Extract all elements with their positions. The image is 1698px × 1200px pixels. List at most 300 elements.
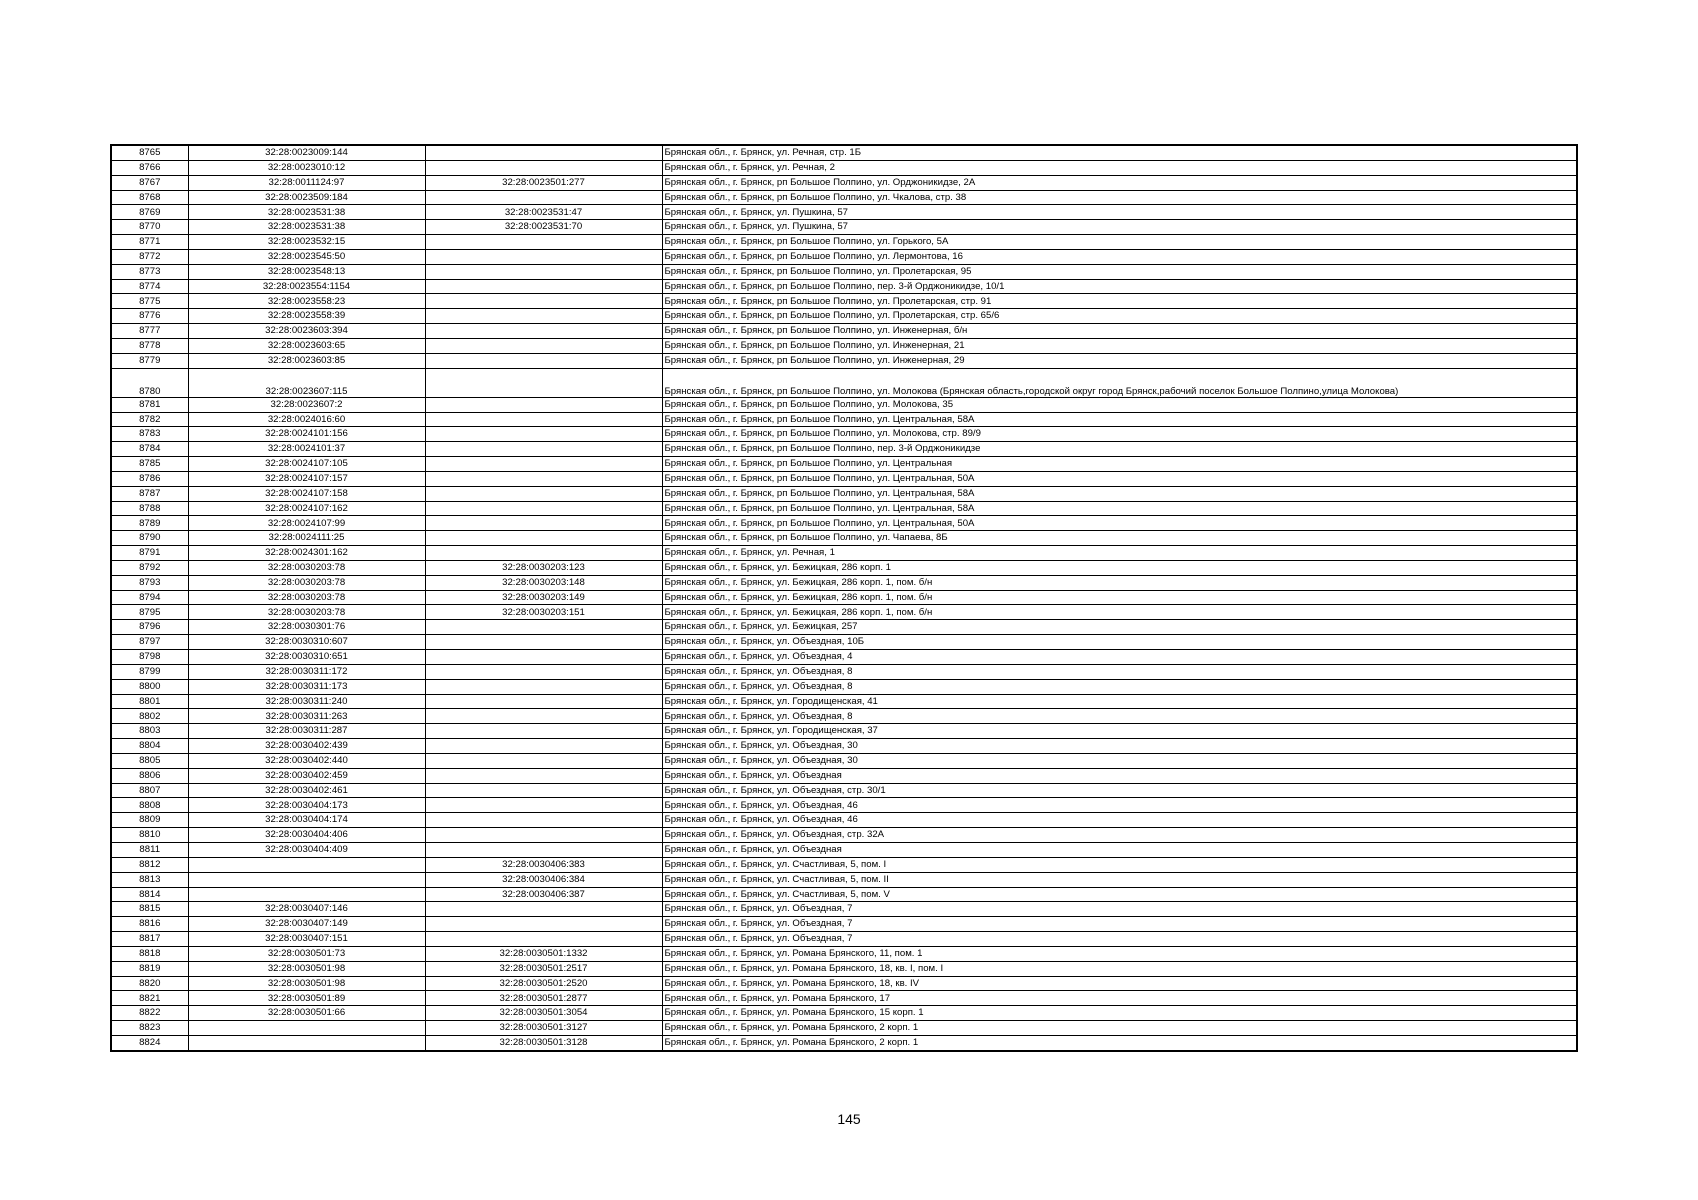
table-row (111, 160, 1577, 175)
table-row (111, 546, 1577, 561)
related-cadastral-number-cell (425, 724, 662, 739)
related-cadastral-number-cell (425, 932, 662, 947)
related-cadastral-number-cell: 32:28:0030203:151 (425, 605, 662, 620)
row-number-cell: 8804 (111, 739, 188, 754)
address-cell: Брянская обл., г. Брянск, рп Большое Полпино, ул. Центральная, 50А (662, 471, 1577, 486)
row-number-cell: 8771 (111, 235, 188, 250)
row-number-cell: 8816 (111, 917, 188, 932)
cadastral-number-cell: 32:28:0030311:240 (188, 694, 425, 709)
cadastral-number-cell: 32:28:0030311:172 (188, 664, 425, 679)
table-row (111, 991, 1577, 1006)
address-cell: Брянская обл., г. Брянск, рп Большое Полпино, пер. 3-й Орджоникидзе, 10/1 (662, 279, 1577, 294)
related-cadastral-number-cell (425, 368, 662, 397)
address-cell: Брянская обл., г. Брянск, ул. Объездная (662, 842, 1577, 857)
row-number-cell: 8814 (111, 887, 188, 902)
address-cell: Брянская обл., г. Брянск, ул. Романа Брянского, 2 корп. 1 (662, 1021, 1577, 1036)
row-number-cell: 8818 (111, 946, 188, 961)
related-cadastral-number-cell (425, 679, 662, 694)
address-cell: Брянская обл., г. Брянск, рп Большое Полпино, ул. Молокова (Брянская область,городской округ город Брянск,рабочий поселок Большое Полпино,улица Молокова) (662, 368, 1577, 397)
row-number-cell: 8813 (111, 872, 188, 887)
table-row (111, 309, 1577, 324)
address-cell: Брянская обл., г. Брянск, ул. Бежицкая, 286 корп. 1 (662, 560, 1577, 575)
row-number-cell: 8798 (111, 650, 188, 665)
address-cell: Брянская обл., г. Брянск, рп Большое Полпино, ул. Центральная, 50А (662, 516, 1577, 531)
related-cadastral-number-cell: 32:28:0030501:3128 (425, 1035, 662, 1050)
related-cadastral-number-cell (425, 442, 662, 457)
related-cadastral-number-cell (425, 813, 662, 828)
cadastral-number-cell (188, 1021, 425, 1036)
address-cell: Брянская обл., г. Брянск, ул. Объездная, 46 (662, 798, 1577, 813)
related-cadastral-number-cell: 32:28:0030203:123 (425, 560, 662, 575)
cadastral-number-cell: 32:28:0011124:97 (188, 175, 425, 190)
table-row (111, 783, 1577, 798)
related-cadastral-number-cell (425, 309, 662, 324)
cadastral-number-cell: 32:28:0024107:105 (188, 457, 425, 472)
table-row (111, 220, 1577, 235)
row-number-cell: 8815 (111, 902, 188, 917)
address-cell: Брянская обл., г. Брянск, ул. Счастливая, 5, пом. V (662, 887, 1577, 902)
table-row (111, 575, 1577, 590)
table-row (111, 694, 1577, 709)
table-row (111, 828, 1577, 843)
cadastral-number-cell: 32:28:0030501:98 (188, 961, 425, 976)
address-cell: Брянская обл., г. Брянск, ул. Объездная, 30 (662, 739, 1577, 754)
table-row (111, 324, 1577, 339)
table-row (111, 368, 1577, 397)
table-row (111, 516, 1577, 531)
row-number-cell: 8778 (111, 338, 188, 353)
cadastral-number-cell: 32:28:0023009:144 (188, 145, 425, 160)
address-cell: Брянская обл., г. Брянск, рп Большое Полпино, ул. Орджоникидзе, 2А (662, 175, 1577, 190)
address-cell: Брянская обл., г. Брянск, рп Большое Полпино, ул. Инженерная, 21 (662, 338, 1577, 353)
address-cell: Брянская обл., г. Брянск, ул. Объездная (662, 768, 1577, 783)
related-cadastral-number-cell: 32:28:0030203:149 (425, 590, 662, 605)
row-number-cell: 8773 (111, 264, 188, 279)
related-cadastral-number-cell (425, 902, 662, 917)
table-row (111, 205, 1577, 220)
table-row (111, 175, 1577, 190)
cadastral-number-cell: 32:28:0030501:98 (188, 976, 425, 991)
address-cell: Брянская обл., г. Брянск, ул. Романа Брянского, 18, кв. IV (662, 976, 1577, 991)
table-row (111, 768, 1577, 783)
cadastral-number-cell: 32:28:0024101:156 (188, 427, 425, 442)
table-body (111, 145, 1577, 1051)
address-cell: Брянская обл., г. Брянск, рп Большое Полпино, пер. 3-й Орджоникидзе (662, 442, 1577, 457)
row-number-cell: 8809 (111, 813, 188, 828)
row-number-cell: 8767 (111, 175, 188, 190)
table-row (111, 145, 1577, 160)
row-number-cell: 8790 (111, 531, 188, 546)
cadastral-number-cell: 32:28:0024111:25 (188, 531, 425, 546)
related-cadastral-number-cell (425, 842, 662, 857)
related-cadastral-number-cell: 32:28:0030501:3054 (425, 1006, 662, 1021)
row-number-cell: 8805 (111, 753, 188, 768)
cadastral-number-cell: 32:28:0030404:174 (188, 813, 425, 828)
row-number-cell: 8800 (111, 679, 188, 694)
address-cell: Брянская обл., г. Брянск, ул. Романа Брянского, 15 корп. 1 (662, 1006, 1577, 1021)
related-cadastral-number-cell: 32:28:0030203:148 (425, 575, 662, 590)
cadastral-number-cell: 32:28:0030203:78 (188, 560, 425, 575)
address-cell: Брянская обл., г. Брянск, ул. Романа Брянского, 2 корп. 1 (662, 1035, 1577, 1050)
table-row (111, 932, 1577, 947)
related-cadastral-number-cell (425, 471, 662, 486)
address-cell: Брянская обл., г. Брянск, ул. Объездная, 4 (662, 650, 1577, 665)
table-row (111, 946, 1577, 961)
related-cadastral-number-cell: 32:28:0030501:2877 (425, 991, 662, 1006)
cadastral-number-cell: 32:28:0030402:461 (188, 783, 425, 798)
cadastral-number-cell: 32:28:0023558:39 (188, 309, 425, 324)
table-row (111, 294, 1577, 309)
row-number-cell: 8819 (111, 961, 188, 976)
related-cadastral-number-cell (425, 279, 662, 294)
table-row (111, 190, 1577, 205)
cadastral-number-cell: 32:28:0030311:263 (188, 709, 425, 724)
table-row (111, 531, 1577, 546)
cadastral-number-cell (188, 1035, 425, 1050)
related-cadastral-number-cell (425, 457, 662, 472)
cadastral-number-cell: 32:28:0024107:99 (188, 516, 425, 531)
table-row (111, 338, 1577, 353)
related-cadastral-number-cell: 32:28:0030501:1332 (425, 946, 662, 961)
row-number-cell: 8811 (111, 842, 188, 857)
row-number-cell: 8824 (111, 1035, 188, 1050)
row-number-cell: 8766 (111, 160, 188, 175)
cadastral-number-cell: 32:28:0030501:73 (188, 946, 425, 961)
table-row (111, 902, 1577, 917)
related-cadastral-number-cell (425, 739, 662, 754)
table-row (111, 842, 1577, 857)
row-number-cell: 8789 (111, 516, 188, 531)
related-cadastral-number-cell (425, 249, 662, 264)
related-cadastral-number-cell (425, 768, 662, 783)
cadastral-number-cell: 32:28:0024301:162 (188, 546, 425, 561)
address-cell: Брянская обл., г. Брянск, рп Большое Полпино, ул. Лермонтова, 16 (662, 249, 1577, 264)
address-cell: Брянская обл., г. Брянск, ул. Счастливая, 5, пом. II (662, 872, 1577, 887)
cadastral-number-cell: 32:28:0030203:78 (188, 605, 425, 620)
related-cadastral-number-cell (425, 664, 662, 679)
address-cell: Брянская обл., г. Брянск, ул. Объездная, 8 (662, 679, 1577, 694)
cadastral-number-cell: 32:28:0030203:78 (188, 575, 425, 590)
row-number-cell: 8783 (111, 427, 188, 442)
address-cell: Брянская обл., г. Брянск, ул. Объездная, 10Б (662, 635, 1577, 650)
address-cell: Брянская обл., г. Брянск, ул. Речная, 1 (662, 546, 1577, 561)
related-cadastral-number-cell: 32:28:0030406:383 (425, 857, 662, 872)
cadastral-number-cell: 32:28:0030407:149 (188, 917, 425, 932)
table-row (111, 961, 1577, 976)
row-number-cell: 8817 (111, 932, 188, 947)
related-cadastral-number-cell: 32:28:0023501:277 (425, 175, 662, 190)
row-number-cell: 8781 (111, 397, 188, 412)
row-number-cell: 8812 (111, 857, 188, 872)
row-number-cell: 8821 (111, 991, 188, 1006)
table-row (111, 635, 1577, 650)
table-row (111, 798, 1577, 813)
table-row (111, 605, 1577, 620)
row-number-cell: 8787 (111, 486, 188, 501)
related-cadastral-number-cell (425, 694, 662, 709)
cadastral-number-cell: 32:28:0023603:65 (188, 338, 425, 353)
related-cadastral-number-cell (425, 516, 662, 531)
address-cell: Брянская обл., г. Брянск, ул. Пушкина, 57 (662, 205, 1577, 220)
table-row (111, 813, 1577, 828)
row-number-cell: 8772 (111, 249, 188, 264)
related-cadastral-number-cell (425, 828, 662, 843)
row-number-cell: 8780 (111, 368, 188, 397)
related-cadastral-number-cell: 32:28:0030501:2520 (425, 976, 662, 991)
cadastral-number-cell: 32:28:0024107:158 (188, 486, 425, 501)
related-cadastral-number-cell (425, 397, 662, 412)
table-row (111, 442, 1577, 457)
cadastral-number-cell: 32:28:0030402:440 (188, 753, 425, 768)
row-number-cell: 8794 (111, 590, 188, 605)
cadastral-number-cell: 32:28:0023509:184 (188, 190, 425, 205)
table-row (111, 279, 1577, 294)
cadastral-number-cell (188, 857, 425, 872)
address-cell: Брянская обл., г. Брянск, рп Большое Полпино, ул. Центральная (662, 457, 1577, 472)
cadastral-number-cell: 32:28:0030311:173 (188, 679, 425, 694)
table-row (111, 857, 1577, 872)
cadastral-number-cell: 32:28:0030311:287 (188, 724, 425, 739)
related-cadastral-number-cell (425, 294, 662, 309)
cadastral-number-cell (188, 872, 425, 887)
row-number-cell: 8803 (111, 724, 188, 739)
cadastral-number-cell: 32:28:0030310:607 (188, 635, 425, 650)
address-cell: Брянская обл., г. Брянск, ул. Бежицкая, 286 корп. 1, пом. б/н (662, 590, 1577, 605)
table-row (111, 679, 1577, 694)
related-cadastral-number-cell: 32:28:0030501:3127 (425, 1021, 662, 1036)
related-cadastral-number-cell (425, 235, 662, 250)
row-number-cell: 8779 (111, 353, 188, 368)
address-cell: Брянская обл., г. Брянск, рп Большое Полпино, ул. Инженерная, 29 (662, 353, 1577, 368)
related-cadastral-number-cell (425, 753, 662, 768)
table-row (111, 501, 1577, 516)
related-cadastral-number-cell (425, 338, 662, 353)
address-cell: Брянская обл., г. Брянск, рп Большое Полпино, ул. Чапаева, 8Б (662, 531, 1577, 546)
address-cell: Брянская обл., г. Брянск, ул. Речная, 2 (662, 160, 1577, 175)
table-row (111, 249, 1577, 264)
address-cell: Брянская обл., г. Брянск, рп Большое Полпино, ул. Центральная, 58А (662, 486, 1577, 501)
cadastral-number-cell: 32:28:0030310:651 (188, 650, 425, 665)
row-number-cell: 8808 (111, 798, 188, 813)
address-cell: Брянская обл., г. Брянск, рп Большое Полпино, ул. Пролетарская, 95 (662, 264, 1577, 279)
table-row (111, 1006, 1577, 1021)
table-row (111, 976, 1577, 991)
row-number-cell: 8822 (111, 1006, 188, 1021)
address-cell: Брянская обл., г. Брянск, ул. Бежицкая, 286 корп. 1, пом. б/н (662, 575, 1577, 590)
cadastral-number-cell (188, 887, 425, 902)
address-cell: Брянская обл., г. Брянск, ул. Бежицкая, 257 (662, 620, 1577, 635)
table-row (111, 353, 1577, 368)
table-row (111, 264, 1577, 279)
cadastral-number-cell: 32:28:0023532:15 (188, 235, 425, 250)
cadastral-number-cell: 32:28:0023603:394 (188, 324, 425, 339)
table-row (111, 620, 1577, 635)
cadastral-number-cell: 32:28:0024016:60 (188, 412, 425, 427)
row-number-cell: 8793 (111, 575, 188, 590)
table-row (111, 1021, 1577, 1036)
cadastral-number-cell: 32:28:0023554:1154 (188, 279, 425, 294)
related-cadastral-number-cell (425, 709, 662, 724)
table-row (111, 397, 1577, 412)
row-number-cell: 8785 (111, 457, 188, 472)
table-row (111, 650, 1577, 665)
address-cell: Брянская обл., г. Брянск, ул. Объездная, 7 (662, 932, 1577, 947)
cadastral-number-cell: 32:28:0023558:23 (188, 294, 425, 309)
address-cell: Брянская обл., г. Брянск, рп Большое Полпино, ул. Пролетарская, стр. 91 (662, 294, 1577, 309)
row-number-cell: 8799 (111, 664, 188, 679)
address-cell: Брянская обл., г. Брянск, ул. Бежицкая, 286 корп. 1, пом. б/н (662, 605, 1577, 620)
address-cell: Брянская обл., г. Брянск, ул. Речная, стр. 1Б (662, 145, 1577, 160)
address-cell: Брянская обл., г. Брянск, ул. Счастливая, 5, пом. I (662, 857, 1577, 872)
related-cadastral-number-cell: 32:28:0030501:2517 (425, 961, 662, 976)
table-row (111, 560, 1577, 575)
cadastral-number-cell: 32:28:0030407:151 (188, 932, 425, 947)
address-cell: Брянская обл., г. Брянск, рп Большое Полпино, ул. Чкалова, стр. 38 (662, 190, 1577, 205)
table-row (111, 457, 1577, 472)
related-cadastral-number-cell (425, 190, 662, 205)
table-row (111, 724, 1577, 739)
address-cell: Брянская обл., г. Брянск, ул. Романа Брянского, 17 (662, 991, 1577, 1006)
related-cadastral-number-cell (425, 486, 662, 501)
table-row (111, 1035, 1577, 1050)
row-number-cell: 8823 (111, 1021, 188, 1036)
cadastral-number-cell: 32:28:0030404:406 (188, 828, 425, 843)
address-cell: Брянская обл., г. Брянск, ул. Романа Брянского, 18, кв. I, пом. I (662, 961, 1577, 976)
related-cadastral-number-cell (425, 917, 662, 932)
related-cadastral-number-cell (425, 160, 662, 175)
row-number-cell: 8774 (111, 279, 188, 294)
cadastral-number-cell: 32:28:0030402:439 (188, 739, 425, 754)
address-cell: Брянская обл., г. Брянск, рп Большое Полпино, ул. Молокова, 35 (662, 397, 1577, 412)
row-number-cell: 8791 (111, 546, 188, 561)
address-cell: Брянская обл., г. Брянск, ул. Городищенская, 37 (662, 724, 1577, 739)
address-cell: Брянская обл., г. Брянск, рп Большое Полпино, ул. Центральная, 58А (662, 412, 1577, 427)
row-number-cell: 8768 (111, 190, 188, 205)
related-cadastral-number-cell (425, 501, 662, 516)
cadastral-number-cell: 32:28:0030301:76 (188, 620, 425, 635)
related-cadastral-number-cell (425, 427, 662, 442)
cadastral-number-cell: 32:28:0023607:115 (188, 368, 425, 397)
related-cadastral-number-cell: 32:28:0030406:384 (425, 872, 662, 887)
table-row (111, 887, 1577, 902)
address-cell: Брянская обл., г. Брянск, рп Большое Полпино, ул. Молокова, стр. 89/9 (662, 427, 1577, 442)
row-number-cell: 8801 (111, 694, 188, 709)
address-cell: Брянская обл., г. Брянск, ул. Романа Брянского, 11, пом. 1 (662, 946, 1577, 961)
page-number: 145 (837, 1111, 861, 1127)
related-cadastral-number-cell (425, 353, 662, 368)
related-cadastral-number-cell (425, 531, 662, 546)
cadastral-number-cell: 32:28:0024101:37 (188, 442, 425, 457)
cadastral-number-cell: 32:28:0030501:66 (188, 1006, 425, 1021)
table-row (111, 486, 1577, 501)
row-number-cell: 8770 (111, 220, 188, 235)
address-cell: Брянская обл., г. Брянск, ул. Городищенская, 41 (662, 694, 1577, 709)
row-number-cell: 8775 (111, 294, 188, 309)
table-row (111, 664, 1577, 679)
related-cadastral-number-cell (425, 264, 662, 279)
row-number-cell: 8769 (111, 205, 188, 220)
related-cadastral-number-cell (425, 635, 662, 650)
table-row (111, 872, 1577, 887)
related-cadastral-number-cell: 32:28:0030406:387 (425, 887, 662, 902)
cadastral-number-cell: 32:28:0024107:162 (188, 501, 425, 516)
table-row (111, 235, 1577, 250)
row-number-cell: 8797 (111, 635, 188, 650)
address-cell: Брянская обл., г. Брянск, ул. Объездная, 7 (662, 917, 1577, 932)
cadastral-number-cell: 32:28:0023531:38 (188, 205, 425, 220)
related-cadastral-number-cell (425, 145, 662, 160)
row-number-cell: 8796 (111, 620, 188, 635)
row-number-cell: 8788 (111, 501, 188, 516)
related-cadastral-number-cell (425, 650, 662, 665)
row-number-cell: 8806 (111, 768, 188, 783)
cadastral-number-cell: 32:28:0023545:50 (188, 249, 425, 264)
related-cadastral-number-cell (425, 324, 662, 339)
cadastral-number-cell: 32:28:0030402:459 (188, 768, 425, 783)
table-row (111, 917, 1577, 932)
row-number-cell: 8807 (111, 783, 188, 798)
row-number-cell: 8765 (111, 145, 188, 160)
row-number-cell: 8776 (111, 309, 188, 324)
address-cell: Брянская обл., г. Брянск, ул. Объездная, 7 (662, 902, 1577, 917)
related-cadastral-number-cell (425, 412, 662, 427)
cadastral-number-cell: 32:28:0023548:13 (188, 264, 425, 279)
row-number-cell: 8795 (111, 605, 188, 620)
address-cell: Брянская обл., г. Брянск, рп Большое Полпино, ул. Инженерная, б/н (662, 324, 1577, 339)
row-number-cell: 8792 (111, 560, 188, 575)
property-table (110, 144, 1578, 1052)
address-cell: Брянская обл., г. Брянск, рп Большое Полпино, ул. Пролетарская, стр. 65/6 (662, 309, 1577, 324)
cadastral-number-cell: 32:28:0030407:146 (188, 902, 425, 917)
cadastral-number-cell: 32:28:0030203:78 (188, 590, 425, 605)
address-cell: Брянская обл., г. Брянск, рп Большое Полпино, ул. Центральная, 58А (662, 501, 1577, 516)
cadastral-number-cell: 32:28:0023603:85 (188, 353, 425, 368)
table-row (111, 753, 1577, 768)
cadastral-number-cell: 32:28:0030404:409 (188, 842, 425, 857)
address-cell: Брянская обл., г. Брянск, ул. Объездная, 8 (662, 709, 1577, 724)
related-cadastral-number-cell: 32:28:0023531:70 (425, 220, 662, 235)
row-number-cell: 8777 (111, 324, 188, 339)
address-cell: Брянская обл., г. Брянск, ул. Объездная, 8 (662, 664, 1577, 679)
related-cadastral-number-cell (425, 546, 662, 561)
related-cadastral-number-cell (425, 798, 662, 813)
related-cadastral-number-cell (425, 620, 662, 635)
related-cadastral-number-cell: 32:28:0023531:47 (425, 205, 662, 220)
address-cell: Брянская обл., г. Брянск, рп Большое Полпино, ул. Горького, 5А (662, 235, 1577, 250)
cadastral-number-cell: 32:28:0023607:2 (188, 397, 425, 412)
address-cell: Брянская обл., г. Брянск, ул. Объездная, стр. 30/1 (662, 783, 1577, 798)
address-cell: Брянская обл., г. Брянск, ул. Пушкина, 57 (662, 220, 1577, 235)
row-number-cell: 8782 (111, 412, 188, 427)
cadastral-number-cell: 32:28:0024107:157 (188, 471, 425, 486)
cadastral-number-cell: 32:28:0030404:173 (188, 798, 425, 813)
row-number-cell: 8820 (111, 976, 188, 991)
table-row (111, 427, 1577, 442)
table-row (111, 471, 1577, 486)
address-cell: Брянская обл., г. Брянск, ул. Объездная, стр. 32А (662, 828, 1577, 843)
row-number-cell: 8786 (111, 471, 188, 486)
table-row (111, 412, 1577, 427)
cadastral-number-cell: 32:28:0023531:38 (188, 220, 425, 235)
related-cadastral-number-cell (425, 783, 662, 798)
table-row (111, 739, 1577, 754)
row-number-cell: 8802 (111, 709, 188, 724)
address-cell: Брянская обл., г. Брянск, ул. Объездная, 30 (662, 753, 1577, 768)
row-number-cell: 8784 (111, 442, 188, 457)
cadastral-number-cell: 32:28:0023010:12 (188, 160, 425, 175)
table-row (111, 709, 1577, 724)
row-number-cell: 8810 (111, 828, 188, 843)
